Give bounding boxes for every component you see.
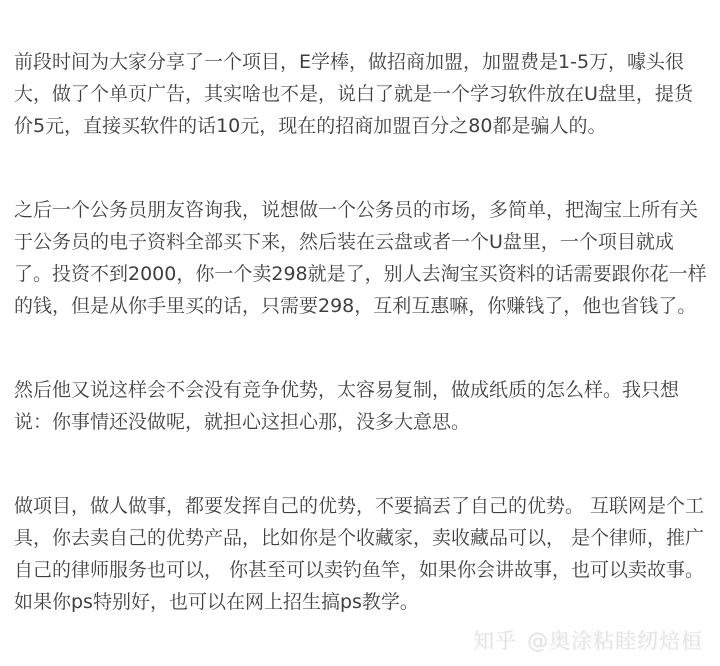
watermark-author-handle: @奥涂粘睦纫焙桓 — [527, 629, 703, 653]
zhihu-watermark — [14, 626, 707, 656]
article-paragraph-2: 之后一个公务员朋友咨询我，说想做一个公务员的市场，多简单，把淘宝上所有关于公务员的电子资料全部买下来，然后装在云盘或者一个U盘里，一个项目就成了。投资不到2000，你一个卖298就是了，别人去淘宝买资料的话需要跟你花一样的钱，但是从你手里买的话，只需要298，互利互惠嘛，你赚钱了，他也省钱了。 — [14, 199, 707, 317]
article-paragraph-4: 做项目，做人做事，都要发挥自己的优势，不要搞丟了自己的优势。 互联网是个工具，你去卖自己的优势产品，比如你是个收藏家，卖收藏品可以， 是个律师，推广自己的律师服务也可以， 你甚至可以卖钓鱼竿，如果你会讲故事，也可以卖故事。如果你ps特别好，也可以在网上招生搞ps教学。 — [14, 495, 705, 613]
zhihu-brand-text: 知乎 — [473, 629, 517, 653]
article-paragraph-3: 然后他又说这样会不会没有竞争优势，太容易复制，做成纸质的怎么样。我只想说：你事情还没做呢，就担心这担心那，没多大意思。 — [14, 379, 680, 433]
article-paragraph-1: 前段时间为大家分享了一个项目，E学棒，做招商加盟，加盟费是1-5万，噱头很大，做了个单页广告，其实啥也不是，说白了就是一个学习软件放在U盘里，提货价5元，直接买软件的话10元，现在的招商加盟百分之80都是骗人的。 — [14, 51, 693, 137]
